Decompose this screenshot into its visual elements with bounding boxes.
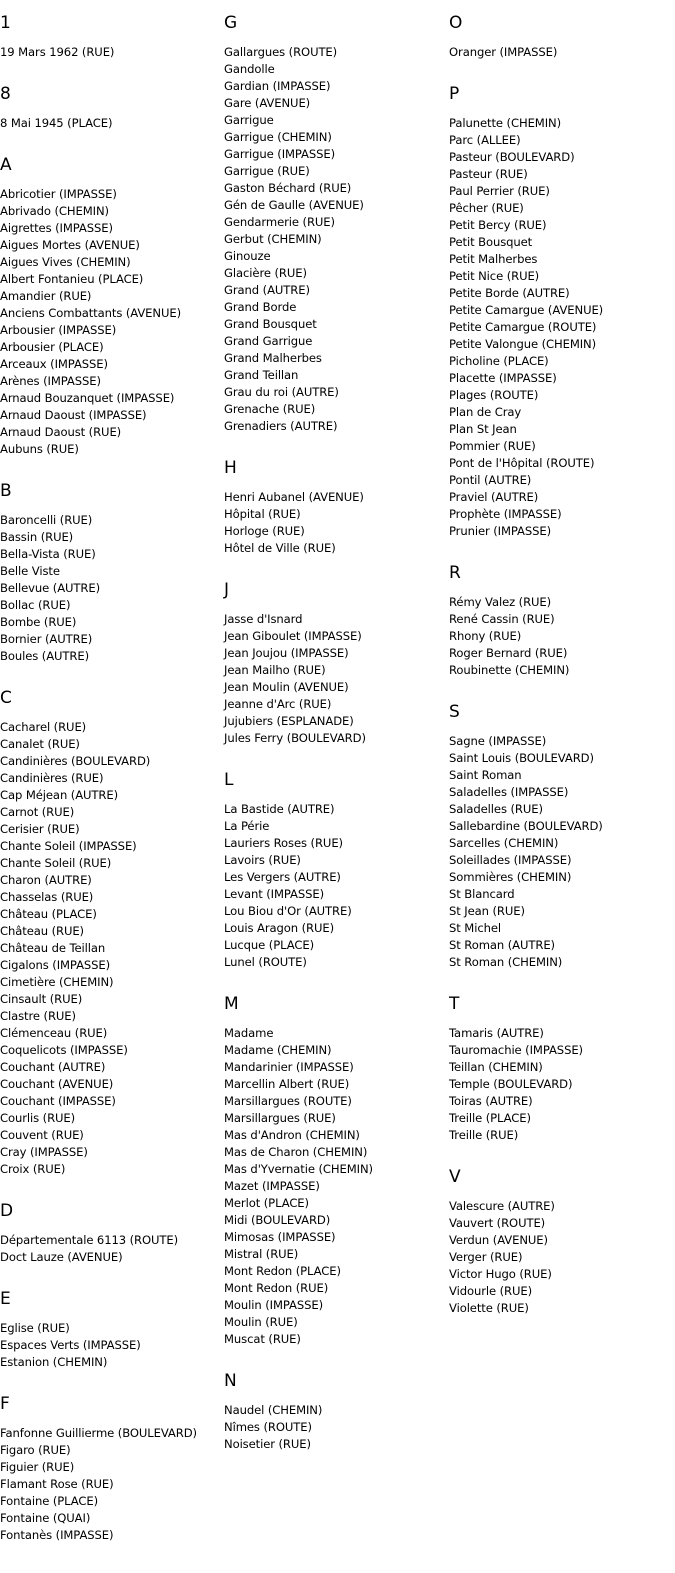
street-name: Gerbut (CHEMIN) <box>224 232 322 246</box>
street-name: Petite Borde (AUTRE) <box>449 286 570 300</box>
street-name: Sommières (CHEMIN) <box>449 870 572 884</box>
street-name: Ginouze <box>224 249 271 263</box>
street-name: Plan de Cray <box>449 405 522 419</box>
street-name: Arnaud Daoust (IMPASSE) <box>0 408 147 422</box>
street-name: Grenache (RUE) <box>224 402 316 416</box>
street-name: Les Vergers (AUTRE) <box>224 870 341 884</box>
street-name: Petit Bercy (RUE) <box>449 218 547 232</box>
letter-heading: P <box>449 84 460 104</box>
street-name: Gare (AVENUE) <box>224 96 311 110</box>
street-name: Bassin (RUE) <box>0 530 74 544</box>
street-name: Cinsault (RUE) <box>0 992 83 1006</box>
street-name: Arnaud Bouzanquet (IMPASSE) <box>0 391 175 405</box>
street-name: Couvent (RUE) <box>0 1128 84 1142</box>
street-name: Baroncelli (RUE) <box>0 513 93 527</box>
street-list <box>224 44 444 435</box>
street-name: Canalet (RUE) <box>0 737 80 751</box>
street-name: Couchant (AVENUE) <box>0 1077 114 1091</box>
letter-heading: N <box>224 1371 237 1391</box>
street-name: Plan St Jean <box>449 422 517 436</box>
street-name: Fontanès (IMPASSE) <box>0 1528 114 1542</box>
street-name: Fontaine (PLACE) <box>0 1494 99 1508</box>
street-name: Muscat (RUE) <box>224 1332 301 1346</box>
street-name: Arceaux (IMPASSE) <box>0 357 108 371</box>
street-list <box>449 1198 675 1317</box>
street-name: Temple (BOULEVARD) <box>449 1077 573 1091</box>
street-name: Clémenceau (RUE) <box>0 1026 108 1040</box>
letter-heading: V <box>449 1167 461 1187</box>
street-name: St Roman (CHEMIN) <box>449 955 563 969</box>
street-name: Château (RUE) <box>0 924 84 938</box>
street-name: Marsillargues (RUE) <box>224 1111 336 1125</box>
street-name: Fontaine (QUAI) <box>0 1511 91 1525</box>
street-name: Figuier (RUE) <box>0 1460 75 1474</box>
street-name: Anciens Combattants (AVENUE) <box>0 306 182 320</box>
street-name: Château (PLACE) <box>0 907 97 921</box>
street-list <box>224 1025 444 1348</box>
letter-heading: O <box>449 13 463 33</box>
street-name: Pont de l'Hôpital (ROUTE) <box>449 456 595 470</box>
letter-heading: B <box>0 481 12 501</box>
street-name: Tauromachie (IMPASSE) <box>449 1043 583 1057</box>
street-name: Naudel (CHEMIN) <box>224 1403 323 1417</box>
street-name: Vidourle (RUE) <box>449 1284 533 1298</box>
street-name: Abricotier (IMPASSE) <box>0 187 117 201</box>
street-list <box>0 1320 220 1371</box>
street-name: Jean Giboulet (IMPASSE) <box>224 629 362 643</box>
street-name: Madame <box>224 1026 274 1040</box>
street-list <box>449 115 675 540</box>
street-name: Treille (RUE) <box>449 1128 519 1142</box>
street-name: Pêcher (RUE) <box>449 201 524 215</box>
street-name: Teillan (CHEMIN) <box>449 1060 543 1074</box>
street-name: Jules Ferry (BOULEVARD) <box>224 731 366 745</box>
street-name: Arènes (IMPASSE) <box>0 374 101 388</box>
street-name: Hôtel de Ville (RUE) <box>224 541 336 555</box>
street-name: Nîmes (ROUTE) <box>224 1420 312 1434</box>
street-name: Plages (ROUTE) <box>449 388 539 402</box>
street-name: Sallebardine (BOULEVARD) <box>449 819 603 833</box>
street-name: Palunette (CHEMIN) <box>449 116 562 130</box>
street-name: Violette (RUE) <box>449 1301 529 1315</box>
street-name: Mont Redon (RUE) <box>224 1281 329 1295</box>
street-name: Cerisier (RUE) <box>0 822 80 836</box>
street-name: Toiras (AUTRE) <box>449 1094 533 1108</box>
street-name: Figaro (RUE) <box>0 1443 71 1457</box>
letter-section <box>449 994 675 1144</box>
street-name: Valescure (AUTRE) <box>449 1199 555 1213</box>
street-column-1 <box>0 13 220 1567</box>
letter-heading: 8 <box>0 84 11 104</box>
street-name: Lucque (PLACE) <box>224 938 315 952</box>
street-name: Mistral (RUE) <box>224 1247 299 1261</box>
street-name: Merlot (PLACE) <box>224 1196 309 1210</box>
street-name: Gendarmerie (RUE) <box>224 215 335 229</box>
letter-section <box>449 1167 675 1317</box>
street-name: Marsillargues (ROUTE) <box>224 1094 352 1108</box>
street-name: St Blancard <box>449 887 515 901</box>
street-name: Saladelles (IMPASSE) <box>449 785 569 799</box>
street-name: Bellevue (AUTRE) <box>0 581 101 595</box>
street-name: Mandarinier (IMPASSE) <box>224 1060 354 1074</box>
street-name: Saint Roman <box>449 768 522 782</box>
street-name: Couchant (AUTRE) <box>0 1060 106 1074</box>
street-name: Aigrettes (IMPASSE) <box>0 221 113 235</box>
street-name: Eglise (RUE) <box>0 1321 70 1335</box>
street-name: Levant (IMPASSE) <box>224 887 325 901</box>
letter-heading: H <box>224 458 237 478</box>
street-name: Clastre (RUE) <box>0 1009 76 1023</box>
street-name: Gaston Béchard (RUE) <box>224 181 352 195</box>
street-name: Courlis (RUE) <box>0 1111 76 1125</box>
street-name: Candinières (BOULEVARD) <box>0 754 151 768</box>
street-name: Grand Borde <box>224 300 297 314</box>
street-name: Boules (AUTRE) <box>0 649 90 663</box>
street-name: René Cassin (RUE) <box>449 612 555 626</box>
street-list <box>449 1025 675 1144</box>
letter-section <box>224 770 444 971</box>
street-name: Jean Moulin (AVENUE) <box>224 680 349 694</box>
street-list <box>0 186 220 458</box>
street-name: Verger (RUE) <box>449 1250 523 1264</box>
street-name: Petite Valongue (CHEMIN) <box>449 337 597 351</box>
letter-section <box>449 84 675 540</box>
street-name: Départementale 6113 (ROUTE) <box>0 1233 179 1247</box>
street-name: Pasteur (RUE) <box>449 167 528 181</box>
street-name: Cacharel (RUE) <box>0 720 87 734</box>
street-name: Cray (IMPASSE) <box>0 1145 88 1159</box>
street-name: Grand Bousquet <box>224 317 317 331</box>
street-name: La Bastide (AUTRE) <box>224 802 335 816</box>
street-name: Petite Camargue (AVENUE) <box>449 303 604 317</box>
street-name: Estanion (CHEMIN) <box>0 1355 108 1369</box>
street-name: Jean Mailho (RUE) <box>224 663 326 677</box>
street-name: Henri Aubanel (AVENUE) <box>224 490 364 504</box>
street-name: Petite Camargue (ROUTE) <box>449 320 597 334</box>
letter-section <box>224 994 444 1348</box>
letter-heading: J <box>224 580 230 600</box>
street-name: Lauriers Roses (RUE) <box>224 836 343 850</box>
letter-heading: T <box>449 994 460 1014</box>
street-name: Château de Teillan <box>0 941 106 955</box>
street-name: Mas de Charon (CHEMIN) <box>224 1145 368 1159</box>
street-name: Petit Nice (RUE) <box>449 269 540 283</box>
letter-section <box>0 13 220 61</box>
letter-section <box>0 1394 220 1544</box>
street-name: Bombe (RUE) <box>0 615 77 629</box>
street-name: La Périe <box>224 819 270 833</box>
street-list <box>449 594 675 679</box>
street-list <box>0 44 220 61</box>
street-name: Cimetière (CHEMIN) <box>0 975 114 989</box>
letter-section <box>0 84 220 132</box>
street-name: Grau du roi (AUTRE) <box>224 385 339 399</box>
street-name: Belle Viste <box>0 564 60 578</box>
street-name: Doct Lauze (AVENUE) <box>0 1250 123 1264</box>
street-name: Fanfonne Guillierme (BOULEVARD) <box>0 1426 197 1440</box>
street-name: 8 Mai 1945 (PLACE) <box>0 116 113 130</box>
letter-heading: E <box>0 1289 11 1309</box>
street-name: Bella-Vista (RUE) <box>0 547 96 561</box>
street-name: Sagne (IMPASSE) <box>449 734 547 748</box>
street-name: Pontil (AUTRE) <box>449 473 532 487</box>
street-name: Gallargues (ROUTE) <box>224 45 338 59</box>
street-name: St Roman (AUTRE) <box>449 938 555 952</box>
letter-section <box>0 1289 220 1371</box>
street-name: Moulin (RUE) <box>224 1315 298 1329</box>
street-list <box>0 719 220 1178</box>
street-name: Saint Louis (BOULEVARD) <box>449 751 594 765</box>
street-name: Verdun (AVENUE) <box>449 1233 548 1247</box>
street-name: Garrigue (IMPASSE) <box>224 147 336 161</box>
street-name: Noisetier (RUE) <box>224 1437 311 1451</box>
letter-section <box>224 1371 444 1453</box>
letter-heading: A <box>0 155 12 175</box>
street-name: Glacière (RUE) <box>224 266 307 280</box>
street-name: Pasteur (BOULEVARD) <box>449 150 575 164</box>
street-name: Madame (CHEMIN) <box>224 1043 332 1057</box>
street-name: Praviel (AUTRE) <box>449 490 539 504</box>
street-list <box>0 115 220 132</box>
letter-heading: L <box>224 770 234 790</box>
letter-heading: 1 <box>0 13 11 33</box>
street-name: Candinières (RUE) <box>0 771 104 785</box>
street-name: Picholine (PLACE) <box>449 354 549 368</box>
street-name: Garrigue <box>224 113 274 127</box>
street-name: Garrigue (CHEMIN) <box>224 130 332 144</box>
street-name: Roubinette (CHEMIN) <box>449 663 570 677</box>
street-name: Grand Garrigue <box>224 334 313 348</box>
street-name: Parc (ALLEE) <box>449 133 521 147</box>
street-column-3 <box>449 13 675 1340</box>
street-name: Victor Hugo (RUE) <box>449 1267 552 1281</box>
street-list <box>0 1425 220 1544</box>
street-name: Aigues Mortes (AVENUE) <box>0 238 140 252</box>
letter-heading: F <box>0 1394 10 1414</box>
street-list <box>224 1402 444 1453</box>
street-name: Vauvert (ROUTE) <box>449 1216 546 1230</box>
street-name: Garrigue (RUE) <box>224 164 310 178</box>
street-list <box>449 733 675 971</box>
street-name: St Michel <box>449 921 501 935</box>
letter-section <box>0 481 220 665</box>
letter-section <box>449 702 675 971</box>
street-column-2 <box>224 13 444 1476</box>
street-name: Gén de Gaulle (AVENUE) <box>224 198 364 212</box>
letter-heading: M <box>224 994 239 1014</box>
street-name: Rémy Valez (RUE) <box>449 595 552 609</box>
street-name: Aigues Vives (CHEMIN) <box>0 255 131 269</box>
street-name: Paul Perrier (RUE) <box>449 184 550 198</box>
street-name: Mont Redon (PLACE) <box>224 1264 341 1278</box>
street-list <box>449 44 675 61</box>
letter-section <box>449 563 675 679</box>
street-name: Albert Fontanieu (PLACE) <box>0 272 144 286</box>
street-name: Cigalons (IMPASSE) <box>0 958 111 972</box>
street-name: Prunier (IMPASSE) <box>449 524 552 538</box>
street-name: Sarcelles (CHEMIN) <box>449 836 559 850</box>
street-name: Gandolle <box>224 62 275 76</box>
street-name: Tamaris (AUTRE) <box>449 1026 544 1040</box>
street-name: Jean Joujou (IMPASSE) <box>224 646 349 660</box>
street-name: Mimosas (IMPASSE) <box>224 1230 336 1244</box>
street-name: St Jean (RUE) <box>449 904 525 918</box>
street-name: Lou Biou d'Or (AUTRE) <box>224 904 352 918</box>
street-name: Mazet (IMPASSE) <box>224 1179 320 1193</box>
street-name: Hôpital (RUE) <box>224 507 301 521</box>
street-name: Croix (RUE) <box>0 1162 66 1176</box>
street-name: Treille (PLACE) <box>449 1111 531 1125</box>
letter-heading: D <box>0 1201 14 1221</box>
street-name: 19 Mars 1962 (RUE) <box>0 45 115 59</box>
street-name: Charon (AUTRE) <box>0 873 92 887</box>
street-list <box>0 1232 220 1266</box>
street-name: Jeanne d'Arc (RUE) <box>224 697 332 711</box>
street-name: Coquelicots (IMPASSE) <box>0 1043 128 1057</box>
street-name: Grand Teillan <box>224 368 299 382</box>
street-name: Aubuns (RUE) <box>0 442 79 456</box>
street-name: Louis Aragon (RUE) <box>224 921 335 935</box>
street-name: Roger Bernard (RUE) <box>449 646 568 660</box>
street-name: Arbousier (PLACE) <box>0 340 104 354</box>
street-name: Prophète (IMPASSE) <box>449 507 562 521</box>
letter-heading: G <box>224 13 238 33</box>
street-list <box>224 611 444 747</box>
street-name: Grand Malherbes <box>224 351 322 365</box>
street-name: Amandier (RUE) <box>0 289 92 303</box>
street-name: Flamant Rose (RUE) <box>0 1477 114 1491</box>
street-name: Bollac (RUE) <box>0 598 71 612</box>
street-name: Chasselas (RUE) <box>0 890 94 904</box>
street-name: Petit Bousquet <box>449 235 533 249</box>
street-name: Lunel (ROUTE) <box>224 955 307 969</box>
street-name: Cap Méjean (AUTRE) <box>0 788 118 802</box>
street-name: Abrivado (CHEMIN) <box>0 204 109 218</box>
street-name: Lavoirs (RUE) <box>224 853 301 867</box>
letter-section <box>0 155 220 458</box>
letter-heading: S <box>449 702 460 722</box>
letter-heading: C <box>0 688 12 708</box>
street-name: Moulin (IMPASSE) <box>224 1298 324 1312</box>
letter-section <box>0 1201 220 1266</box>
street-name: Mas d'Yvernatie (CHEMIN) <box>224 1162 373 1176</box>
letter-section <box>224 458 444 557</box>
street-name: Midi (BOULEVARD) <box>224 1213 331 1227</box>
street-name: Pommier (RUE) <box>449 439 536 453</box>
letter-section <box>224 580 444 747</box>
street-name: Jujubiers (ESPLANADE) <box>224 714 354 728</box>
street-name: Marcellin Albert (RUE) <box>224 1077 350 1091</box>
street-name: Petit Malherbes <box>449 252 538 266</box>
street-list <box>224 489 444 557</box>
street-name: Gardian (IMPASSE) <box>224 79 331 93</box>
street-name: Mas d'Andron (CHEMIN) <box>224 1128 360 1142</box>
street-name: Oranger (IMPASSE) <box>449 45 558 59</box>
street-name: Carnot (RUE) <box>0 805 75 819</box>
letter-section <box>224 13 444 435</box>
street-name: Soleillades (IMPASSE) <box>449 853 572 867</box>
letter-section <box>449 13 675 61</box>
street-name: Saladelles (RUE) <box>449 802 543 816</box>
street-name: Couchant (IMPASSE) <box>0 1094 116 1108</box>
street-name: Grand (AUTRE) <box>224 283 310 297</box>
street-name: Jasse d'Isnard <box>224 612 303 626</box>
letter-section <box>0 688 220 1178</box>
street-name: Horloge (RUE) <box>224 524 305 538</box>
street-name: Espaces Verts (IMPASSE) <box>0 1338 141 1352</box>
street-list <box>0 512 220 665</box>
street-name: Chante Soleil (IMPASSE) <box>0 839 137 853</box>
street-name: Placette (IMPASSE) <box>449 371 557 385</box>
street-name: Bornier (AUTRE) <box>0 632 93 646</box>
street-name: Arbousier (IMPASSE) <box>0 323 117 337</box>
street-list <box>224 801 444 971</box>
street-name: Rhony (RUE) <box>449 629 522 643</box>
street-name: Arnaud Daoust (RUE) <box>0 425 122 439</box>
letter-heading: R <box>449 563 461 583</box>
street-name: Grenadiers (AUTRE) <box>224 419 338 433</box>
street-name: Chante Soleil (RUE) <box>0 856 112 870</box>
